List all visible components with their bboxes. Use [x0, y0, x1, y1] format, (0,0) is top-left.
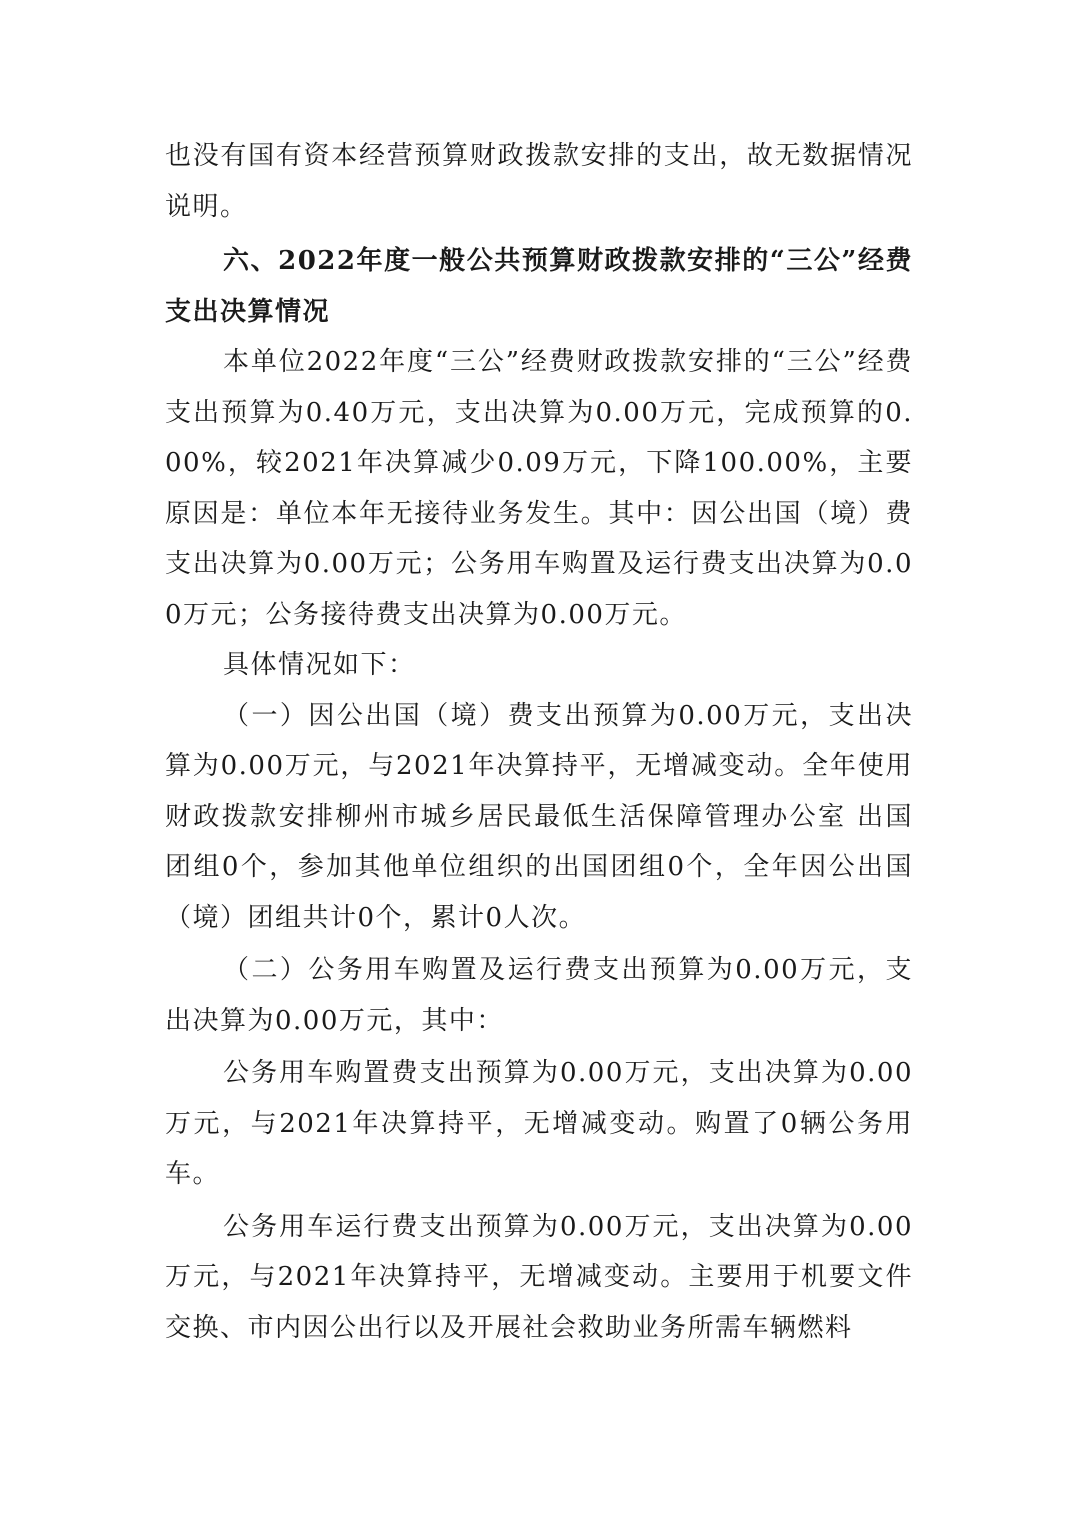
paragraph-details-intro: 具体情况如下：: [223, 650, 416, 680]
paragraph-overseas-travel: （一）因公出国（境）费支出预算为0.00万元，支出决算为0.00万元，与2021年决算持平，无增减变动。全年使用财政拨款安排柳州市城乡居民最低生活保障管理办公室 出国团组0个，参加其他单位组织的出国团组0个，全年因公出国（境）团组共计0个，累计0人次。: [165, 700, 913, 933]
paragraph-vehicle-purchase: 公务用车购置费支出预算为0.00万元，支出决算为0.00万元，与2021年决算持平，无增减变动。购置了0辆公务用车。: [165, 1058, 913, 1189]
paragraph-official-vehicles: （二）公务用车购置及运行费支出预算为0.00万元，支出决算为0.00万元，其中：: [165, 955, 913, 1036]
paragraph-continuation: 也没有国有资本经营预算财政拨款安排的支出，故无数据情况说明。: [165, 141, 913, 222]
section-heading-six: 六、2022年度一般公共预算财政拨款安排的“三公”经费支出决算情况: [165, 246, 913, 327]
paragraph-vehicle-operation: 公务用车运行费支出预算为0.00万元，支出决算为0.00万元，与2021年决算持平，无增减变动。主要用于机要文件交换、市内因公出行以及开展社会救助业务所需车辆燃料: [165, 1211, 913, 1343]
paragraph-three-public-summary: 本单位2022年度“三公”经费财政拨款安排的“三公”经费支出预算为0.40万元，支出决算为0.00万元，完成预算的0.00%，较2021年决算减少0.09万元，下降100.00%，主要原因是：单位本年无接待业务发生。其中：因公出国（境）费支出决算为0.00万元；公务用车购置及运行费支出决算为0.00万元；公务接待费支出决算为0.00万元。: [165, 347, 913, 630]
document-page: [165, 131, 913, 1353]
